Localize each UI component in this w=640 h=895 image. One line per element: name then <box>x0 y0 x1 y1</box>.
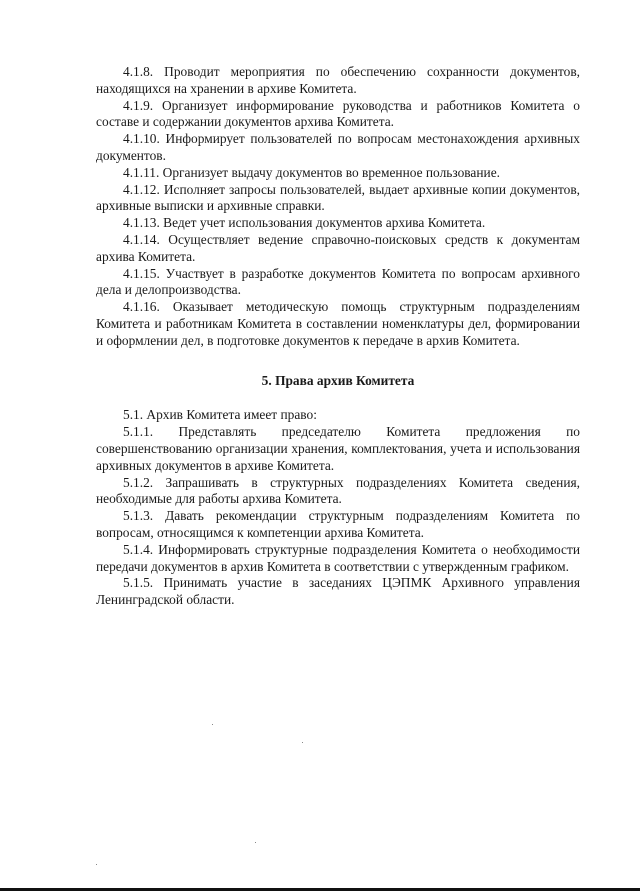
paragraph-4-1-13: 4.1.13. Ведет учет использования документов архива Комитета. <box>123 215 486 231</box>
paragraph-5-1-4: 5.1.4. Информировать структурные подразделения Комитета о необходимости передачи документов в архив Комитета в соответствии с утвержденным графиком. <box>96 541 580 574</box>
document-page <box>96 64 580 609</box>
paragraph-4-1-12: 4.1.12. Исполняет запросы пользователей, выдает архивные копии документов, архивные выписки и архивные справки. <box>96 181 580 214</box>
scan-speck <box>96 864 97 865</box>
paragraph-5-1-5: 5.1.5. Принимать участие в заседаниях ЦЭПМК Архивного управления Ленинградской области. <box>96 575 580 608</box>
paragraph-5-1: 5.1. Архив Комитета имеет право: <box>123 407 317 423</box>
paragraph-4-1-11: 4.1.11. Организует выдачу документов во временное пользование. <box>123 164 500 180</box>
paragraph-4-1-9: 4.1.9. Организует информирование руководства и работников Комитета о составе и содержании документов архива Комитета. <box>96 97 580 130</box>
scan-speck <box>302 742 303 743</box>
paragraph-4-1-16: 4.1.16. Оказывает методическую помощь структурным подразделениям Комитета и работникам Комитета в составлении номенклатуры дел, формировании и оформлении дел, в подготовке документов к передаче в архив Комитета. <box>96 299 580 348</box>
scan-speck <box>212 724 213 725</box>
paragraph-4-1-10: 4.1.10. Информирует пользователей по вопросам местонахождения архивных документов. <box>96 131 580 163</box>
scan-edge-line <box>0 888 640 891</box>
paragraph-4-1-14: 4.1.14. Осуществляет ведение справочно-поисковых средств к документам архива Комитета. <box>96 231 580 264</box>
paragraph-5-1-3: 5.1.3. Давать рекомендации структурным подразделениям Комитета по вопросам, относящимся к компетенции архива Комитета. <box>96 508 580 540</box>
scan-speck <box>255 842 256 843</box>
paragraph-4-1-15: 4.1.15. Участвует в разработке документов Комитета по вопросам архивного дела и делопроизводства. <box>96 265 580 298</box>
section-5-heading: 5. Права архив Комитета <box>261 372 415 388</box>
paragraph-5-1-1: 5.1.1. Представлять председателю Комитета предложения по совершенствованию организации хранения, комплектования, учета и использования архивных документов в архиве Комитета. <box>96 424 580 473</box>
paragraph-5-1-2: 5.1.2. Запрашивать в структурных подразделениях Комитета сведения, необходимые для работы архива Комитета. <box>96 474 580 507</box>
paragraph-4-1-8: 4.1.8. Проводит мероприятия по обеспечению сохранности документов, находящихся на хранении в архиве Комитета. <box>96 64 580 96</box>
